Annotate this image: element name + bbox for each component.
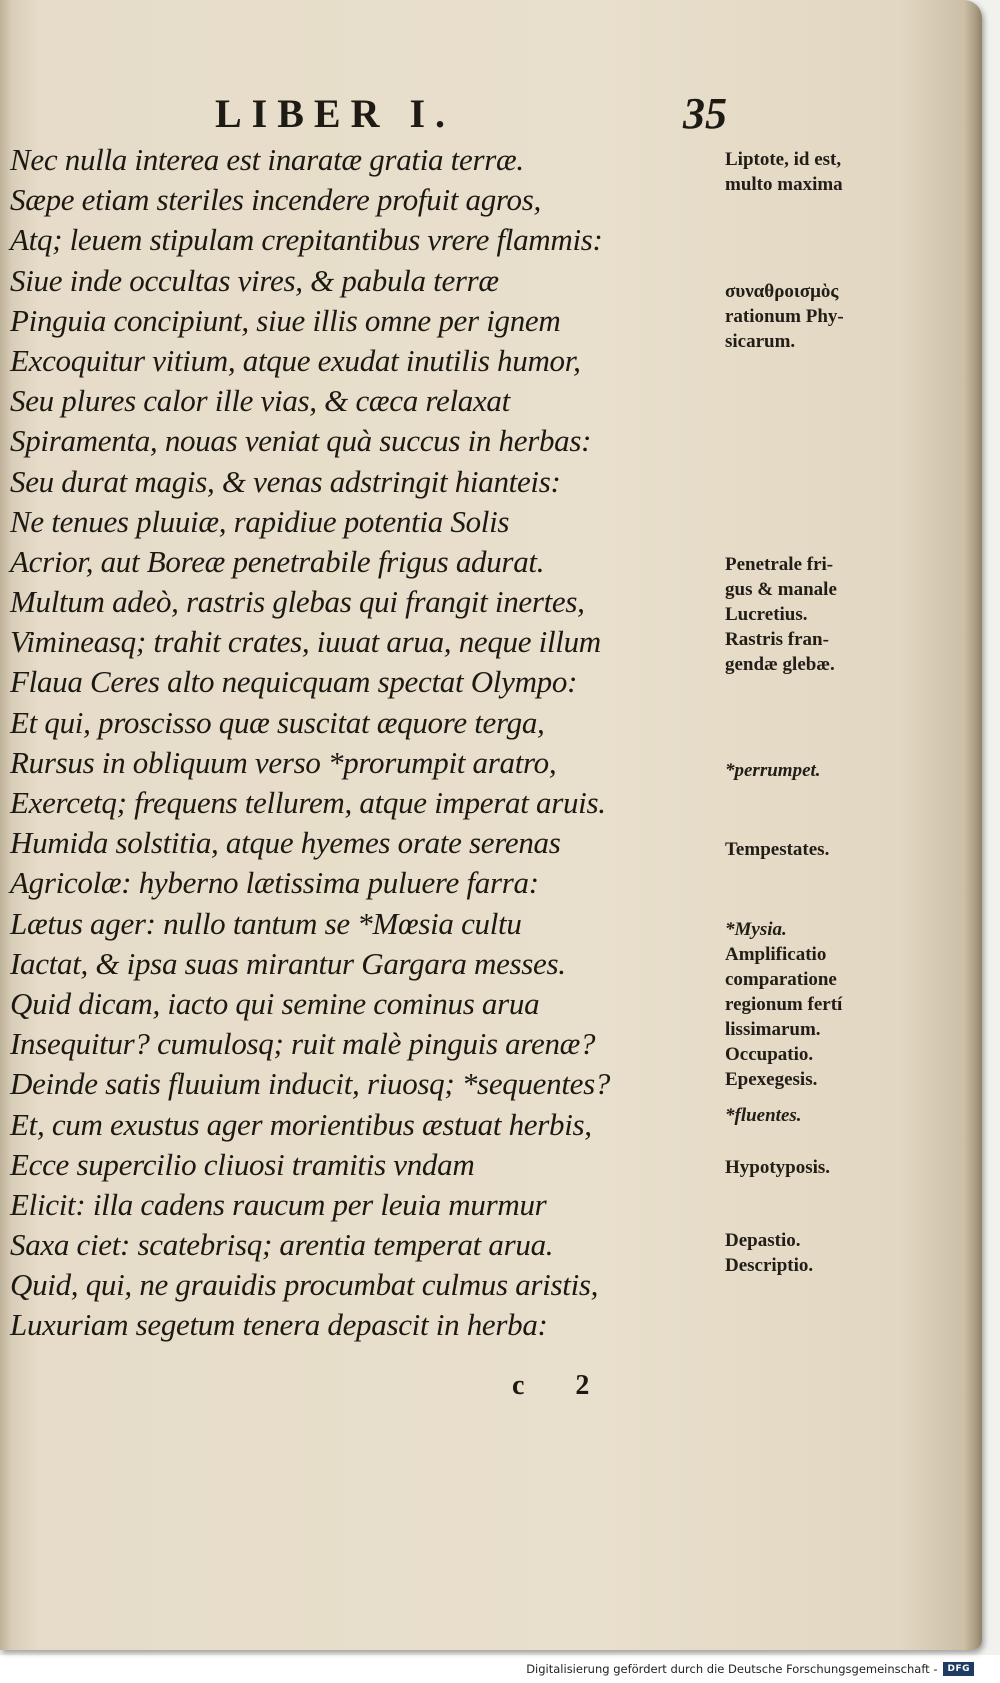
margin-note-line: sicarum. xyxy=(725,331,796,352)
margin-note-line: Penetrale fri- xyxy=(725,554,834,575)
margin-note-line: Rastris fran- xyxy=(725,629,829,650)
verse-line: Rursus in obliquum verso *prorumpit aratro, xyxy=(10,744,557,780)
margin-note-tempestates xyxy=(725,837,900,862)
verse-line: Quid, qui, ne grauidis procumbat culmus aristis, xyxy=(10,1267,599,1303)
verse-line: Seu plures calor ille vias, & cæca relaxat xyxy=(10,383,510,419)
margin-note-mysia xyxy=(725,917,900,942)
margin-note-liptote xyxy=(725,147,900,197)
margin-note-line: Hypotyposis. xyxy=(725,1157,831,1178)
dfg-logo-icon: DFG xyxy=(943,1662,974,1676)
verse-line: Atq; leuem stipulam crepitantibus vrere flammis: xyxy=(10,222,603,258)
margin-note-line: lissimarum. xyxy=(725,1019,821,1040)
verse-text-block xyxy=(10,140,710,1346)
margin-note-line: comparatione xyxy=(725,969,837,990)
margin-note-line: συναθροισμὸς xyxy=(725,281,839,302)
verse-line: Excoquitur vitium, atque exudat inutilis humor, xyxy=(10,342,581,378)
verse-line: Ne tenues pluuiæ, rapidiue potentia Solis xyxy=(10,503,510,539)
verse-line: Quid dicam, iacto qui semine cominus arua xyxy=(10,985,540,1021)
credit-text: Digitalisierung gefördert durch die Deutsche Forschungsgemeinschaft - xyxy=(526,1662,938,1676)
verse-line: Sæpe etiam steriles incendere profuit agros, xyxy=(10,182,541,218)
footer-credit xyxy=(526,1662,974,1676)
margin-note-hypotyposis xyxy=(725,1155,900,1180)
margin-note-depastio xyxy=(725,1228,900,1278)
margin-note-line: Descriptio. xyxy=(725,1255,814,1276)
margin-note-line: rationum Phy- xyxy=(725,306,844,327)
verse-line: Deinde satis fluuium inducit, riuosq; *sequentes? xyxy=(10,1066,611,1102)
verse-line: Ecce supercilio cliuosi tramitis vndam xyxy=(10,1146,475,1182)
verse-line: Pinguia concipiunt, siue illis omne per ignem xyxy=(10,302,561,338)
verse-line: Luxuriam segetum tenera depascit in herba: xyxy=(10,1307,548,1343)
verse-line: Siue inde occultas vires, & pabula terræ xyxy=(10,262,499,298)
page-number: 35 xyxy=(683,89,727,138)
verse-line: Insequitur? cumulosq; ruit malè pinguis arenæ? xyxy=(10,1026,596,1062)
signature-mark: c 2 xyxy=(512,1370,612,1401)
margin-note-line: gus & manale xyxy=(725,579,837,600)
verse-line: Lætus ager: nullo tantum se *Mœsia cultu xyxy=(10,905,522,941)
verse-line: Iactat, & ipsa suas mirantur Gargara messes. xyxy=(10,945,566,981)
verse-line: Spiramenta, nouas veniat quà succus in herbas: xyxy=(10,423,592,459)
verse-line: Nec nulla interea est inaratæ gratia terræ. xyxy=(10,142,524,177)
margin-note-line: Amplificatio xyxy=(725,944,827,965)
verse-line: Agricolæ: hyberno lætissima puluere farra: xyxy=(10,865,539,901)
verse-line: Flaua Ceres alto nequicquam spectat Olympo: xyxy=(10,664,578,700)
verse-line: Et qui, proscisso quæ suscitat æquore terga, xyxy=(10,704,545,740)
verse-line: Saxa ciet: scatebrisq; arentia temperat arua. xyxy=(10,1227,554,1263)
margin-note-line: Liptote, id est, xyxy=(725,149,842,170)
margin-note-line: gendæ glebæ. xyxy=(725,654,835,675)
margin-note-amplificatio xyxy=(725,942,900,1092)
margin-note-perrumpet xyxy=(725,758,900,783)
margin-note-penetrale xyxy=(725,552,900,677)
margin-note-line: Tempestates. xyxy=(725,839,830,860)
verse-line: Elicit: illa cadens raucum per leuia murmur xyxy=(10,1186,547,1222)
verse-line: Multum adeò, rastris glebas qui frangit inertes, xyxy=(10,584,585,620)
margin-note-fluentes xyxy=(725,1103,900,1128)
verse-line: Humida solstitia, atque hyemes orate serenas xyxy=(10,825,561,861)
margin-note-line: Epexegesis. xyxy=(725,1069,818,1090)
margin-note-line: Lucretius. xyxy=(725,604,808,625)
margin-note-line: *Mysia. xyxy=(725,919,787,940)
margin-note-line: regionum fertí xyxy=(725,994,843,1015)
margin-note-line: *perrumpet. xyxy=(725,760,821,781)
verse-line: Seu durat magis, & venas adstringit hianteis: xyxy=(10,463,561,499)
margin-note-line: *fluentes. xyxy=(725,1105,802,1126)
verse-line: Et, cum exustus ager morientibus æstuat herbis, xyxy=(10,1106,592,1142)
margin-note-line: multo maxima xyxy=(725,174,843,195)
verse-line: Exercetq; frequens tellurem, atque imperat aruis. xyxy=(10,785,606,820)
verse-line: Vimineasq; trahit crates, iuuat arua, neque illum xyxy=(10,624,601,660)
margin-note-greek xyxy=(725,279,900,354)
verse-line: Acrior, aut Boreæ penetrabile frigus adurat. xyxy=(10,543,545,579)
margin-note-line: Depastio. xyxy=(725,1230,801,1251)
running-head: LIBER I. xyxy=(215,91,456,136)
margin-note-line: Occupatio. xyxy=(725,1044,814,1065)
